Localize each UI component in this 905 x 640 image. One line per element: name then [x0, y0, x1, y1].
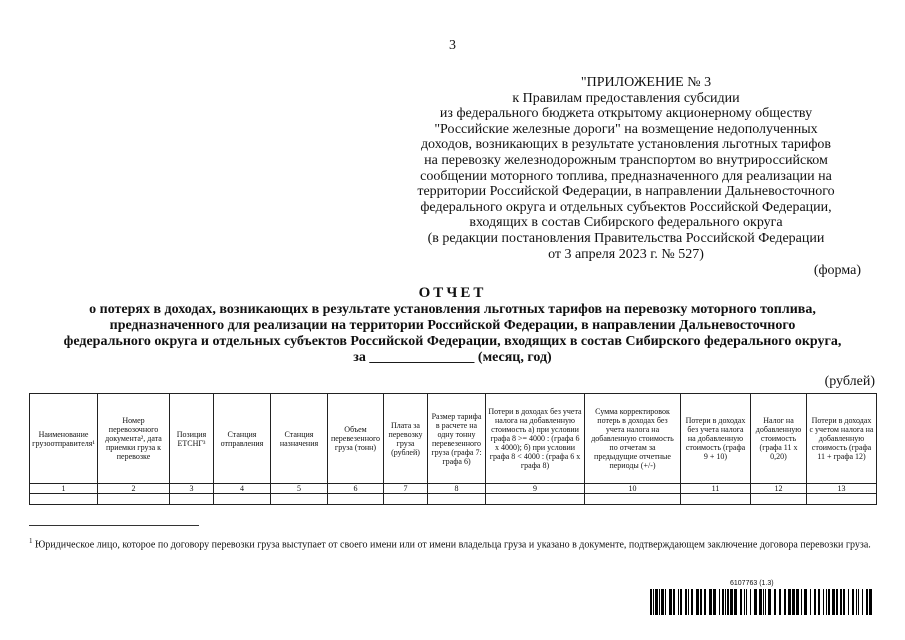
column-number: 8: [428, 484, 486, 494]
footnote-text: Юридическое лицо, которое по договору перевозки груза выступает от своего имени или от имени владельца груза и указано в документе, подтверждающем заключение договора перевозки груза.: [35, 539, 871, 551]
column-header: Потери в доходах без учета налога на добавленную стоимость а) при условии графа 8 >= 4000 : (графа 6 x 4000); б) при условии графа 8 < 4000 : (графа 6 x графа 8): [486, 394, 585, 484]
appendix-title: "ПРИЛОЖЕНИЕ № 3: [580, 75, 712, 90]
table-cell: [681, 494, 751, 505]
table-cell: [384, 494, 428, 505]
barcode-bar: [872, 589, 875, 615]
appendix-line: сообщении моторного топлива, предназначенного для реализации на: [420, 168, 832, 184]
column-number: 10: [585, 484, 681, 494]
column-header: Номер перевозочного документа², дата приемки груза к перевозке: [98, 394, 170, 484]
table-cell: [807, 494, 877, 505]
appendix-line: (в редакции постановления Правительства Российской Федерации: [427, 230, 825, 246]
appendix-line: на перевозку железнодорожным транспортом во внутрироссийском: [424, 152, 828, 168]
table-row: [30, 494, 877, 505]
appendix-line: входящих в состав Сибирского федерального округа: [469, 215, 783, 231]
table-header-row: [30, 394, 877, 484]
footnote: [29, 534, 879, 552]
report-subtitle-line: предназначенного для реализации на территории Российской Федерации, в направлении Дальневосточного: [109, 318, 796, 333]
report-subtitle: [30, 302, 875, 366]
table-cell: [428, 494, 486, 505]
column-number: 13: [807, 484, 877, 494]
appendix-line: федерального округа и отдельных субъектов Российской Федерации,: [420, 199, 832, 215]
appendix-line: территории Российской Федерации, в направлении Дальневосточного: [417, 184, 835, 200]
report-subtitle-line: о потерях в доходах, возникающих в результате установления льготных тарифов на перевозку моторного топлива,: [89, 302, 816, 317]
column-number: 12: [751, 484, 807, 494]
table-cell: [170, 494, 214, 505]
document-code: 6107763 (1.3): [730, 580, 774, 587]
units-label: (рублей): [824, 374, 875, 389]
table-cell: [214, 494, 271, 505]
column-number: 7: [384, 484, 428, 494]
appendix-line: к Правилам предоставления субсидии: [512, 90, 740, 106]
appendix-line: доходов, возникающих в результате установления льготных тарифов: [420, 137, 832, 153]
page-number: 3: [449, 38, 456, 53]
column-header: Плата за перевозку груза (рублей): [384, 394, 428, 484]
column-number: 2: [98, 484, 170, 494]
appendix-line: "Российские железные дороги" на возмещение недополученных: [434, 121, 818, 137]
column-header: Налог на добавленную стоимость (графа 11 x 0,20): [751, 394, 807, 484]
column-number: 11: [681, 484, 751, 494]
appendix-line: из федерального бюджета открытому акционерному обществу: [439, 106, 813, 122]
column-header: Наименование грузоотправителя¹: [30, 394, 98, 484]
column-header: Станция назначения: [271, 394, 328, 484]
column-header: Станция отправления: [214, 394, 271, 484]
form-label: (форма): [813, 263, 861, 278]
table-cell: [328, 494, 384, 505]
column-header: Размер тарифа в расчете на одну тонну перевезенного груза (графа 7: графа 6): [428, 394, 486, 484]
report-subtitle-line: федерального округа и отдельных субъектов Российской Федерации, входящих в состав Сибирского федерального округа,: [63, 334, 842, 349]
column-number: 1: [30, 484, 98, 494]
report-subtitle-line: за _______________ (месяц, год): [353, 350, 552, 365]
column-number: 3: [170, 484, 214, 494]
column-header: Потери в доходах с учетом налога на добавленную стоимость (графа 11 + графа 12): [807, 394, 877, 484]
barcode: [650, 589, 875, 615]
table-cell: [751, 494, 807, 505]
table-cell: [98, 494, 170, 505]
footnote-separator: [29, 525, 199, 526]
column-header: Потери в доходах без учета налога на добавленную стоимость (графа 9 + 10): [681, 394, 751, 484]
column-header: Объем перевезенного груза (тонн): [328, 394, 384, 484]
column-number: 9: [486, 484, 585, 494]
column-header: Сумма корректировок потерь в доходах без учета налога на добавленную стоимость по отчетам за предыдущие отчетные периоды (+/-): [585, 394, 681, 484]
report-table: [29, 393, 877, 505]
column-number-row: [30, 484, 877, 494]
appendix-line: от 3 апреля 2023 г. № 527): [548, 246, 704, 262]
column-header: Позиция ЕТСНГ³: [170, 394, 214, 484]
footnote-mark: 1: [29, 537, 33, 545]
table-cell: [585, 494, 681, 505]
table-cell: [30, 494, 98, 505]
column-number: 6: [328, 484, 384, 494]
table-cell: [486, 494, 585, 505]
report-title: ОТЧЕТ: [418, 285, 487, 301]
column-number: 4: [214, 484, 271, 494]
table-cell: [271, 494, 328, 505]
appendix-header: [395, 75, 857, 262]
column-number: 5: [271, 484, 328, 494]
